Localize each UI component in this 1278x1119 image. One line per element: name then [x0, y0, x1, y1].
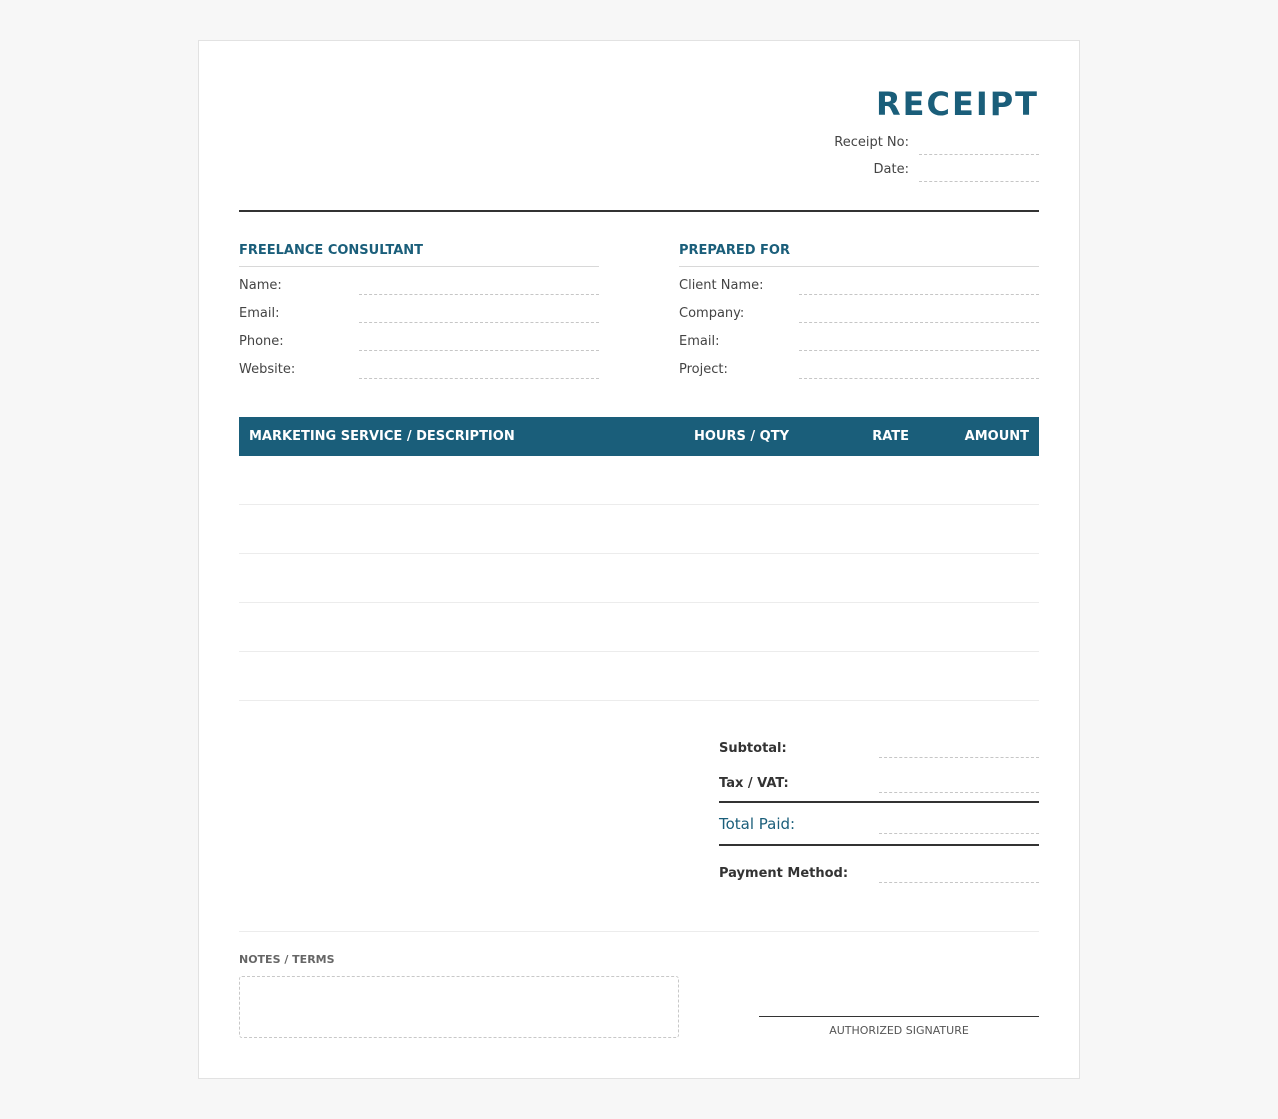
total-paid-label: Total Paid: — [719, 815, 796, 833]
payment-method-row — [719, 866, 1039, 883]
client-section — [679, 242, 1039, 379]
footer-divider — [239, 931, 1039, 932]
table-row[interactable] — [239, 652, 1039, 701]
consultant-phone-row — [239, 323, 599, 351]
client-heading: PREPARED FOR — [679, 242, 1039, 267]
client-company-row — [679, 295, 1039, 323]
payment-method-label: Payment Method: — [719, 866, 849, 881]
tax-row — [719, 776, 1039, 793]
receipt-no-field[interactable] — [919, 154, 1039, 155]
table-row[interactable] — [239, 456, 1039, 505]
receipt-no-label: Receipt No: — [834, 135, 909, 150]
consultant-section — [239, 242, 599, 379]
client-project-row — [679, 351, 1039, 379]
date-field[interactable] — [919, 181, 1039, 182]
client-project-label: Project: — [679, 362, 728, 377]
subtotal-row — [719, 741, 1039, 758]
consultant-email-row — [239, 295, 599, 323]
notes-box[interactable] — [239, 976, 679, 1038]
subtotal-label: Subtotal: — [719, 741, 787, 756]
column-header-amount: AMOUNT — [964, 429, 1029, 444]
signature-label: AUTHORIZED SIGNATURE — [829, 1024, 969, 1037]
totals-top-divider — [719, 801, 1039, 803]
total-paid-row — [719, 815, 1039, 834]
consultant-website-label: Website: — [239, 362, 296, 377]
header-divider — [239, 210, 1039, 212]
tax-field[interactable] — [879, 792, 1039, 793]
notes-label: NOTES / TERMS — [239, 953, 335, 966]
client-project-field[interactable] — [799, 378, 1039, 379]
signature-line[interactable] — [759, 1016, 1039, 1017]
total-paid-field[interactable] — [879, 833, 1039, 834]
tax-label: Tax / VAT: — [719, 776, 789, 791]
client-email-row — [679, 323, 1039, 351]
client-email-label: Email: — [679, 334, 720, 349]
consultant-phone-label: Phone: — [239, 334, 284, 349]
table-header — [239, 417, 1039, 456]
consultant-name-label: Name: — [239, 278, 282, 293]
column-header-description: MARKETING SERVICE / DESCRIPTION — [249, 429, 515, 444]
client-company-label: Company: — [679, 306, 745, 321]
client-name-row — [679, 267, 1039, 295]
table-row[interactable] — [239, 554, 1039, 603]
consultant-website-field[interactable] — [359, 378, 599, 379]
date-row — [779, 160, 1039, 182]
date-label: Date: — [873, 162, 909, 177]
receipt-title: RECEIPT — [875, 85, 1039, 123]
column-header-qty: HOURS / QTY — [694, 429, 789, 444]
receipt-page — [198, 40, 1080, 1079]
client-name-label: Client Name: — [679, 278, 764, 293]
column-header-rate: RATE — [872, 429, 909, 444]
consultant-name-row — [239, 267, 599, 295]
payment-method-field[interactable] — [879, 882, 1039, 883]
totals-bottom-divider — [719, 844, 1039, 846]
subtotal-field[interactable] — [879, 757, 1039, 758]
consultant-email-label: Email: — [239, 306, 280, 321]
table-row[interactable] — [239, 603, 1039, 652]
table-row[interactable] — [239, 505, 1039, 554]
consultant-heading: FREELANCE CONSULTANT — [239, 242, 599, 267]
receipt-no-row — [779, 133, 1039, 155]
consultant-website-row — [239, 351, 599, 379]
